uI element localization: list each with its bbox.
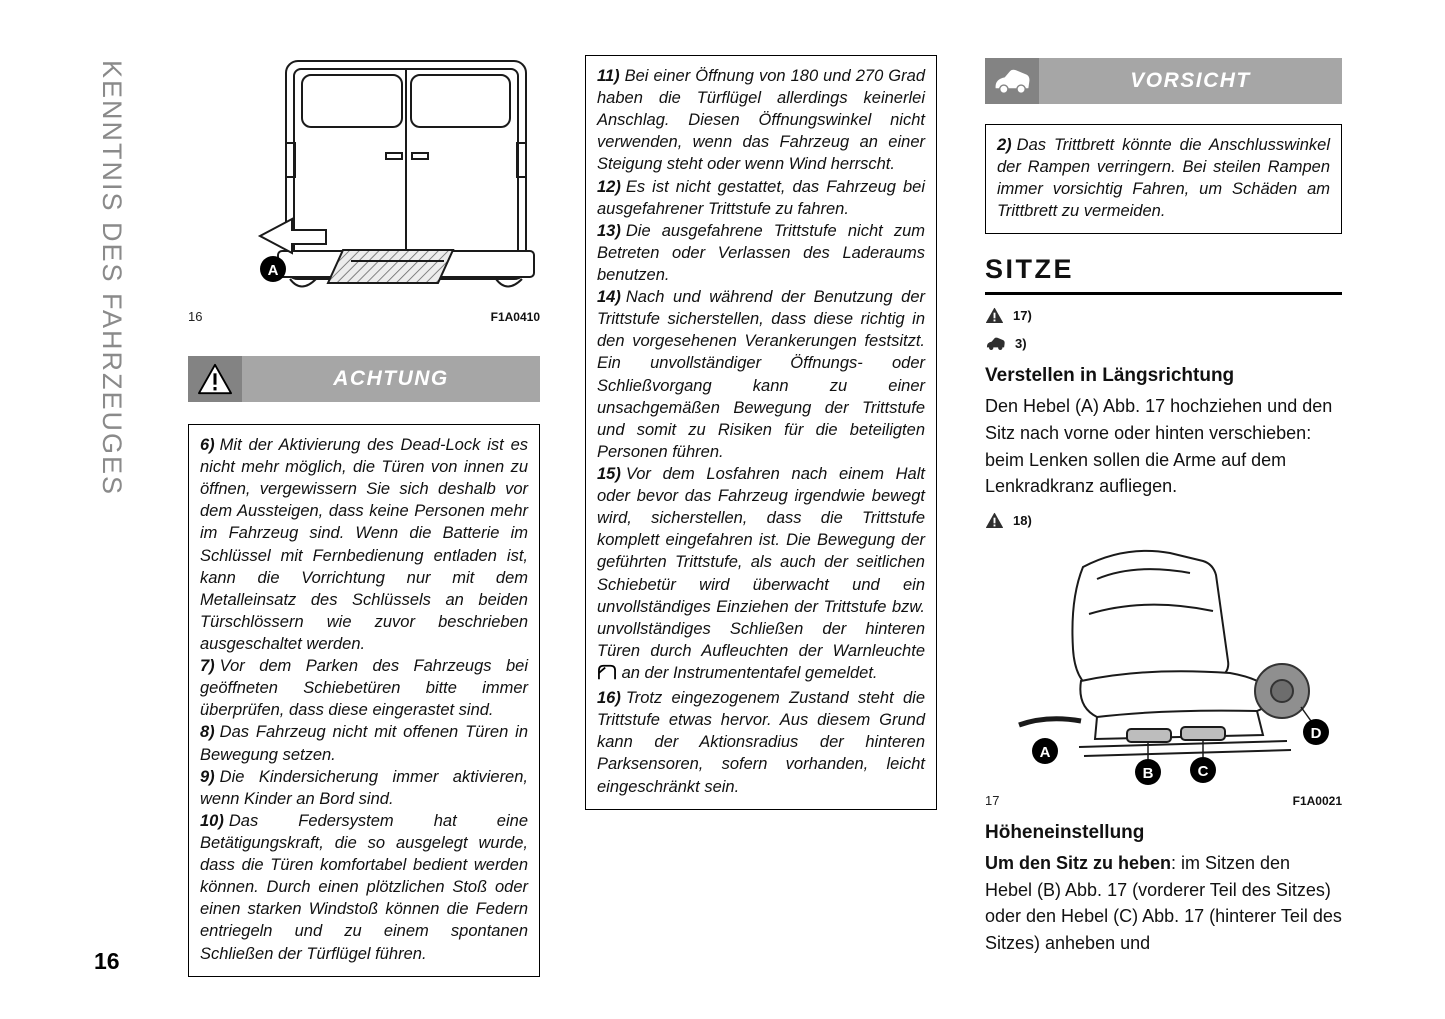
marker-B (1135, 759, 1161, 785)
verstellen-text: Den Hebel (A) Abb. 17 hochziehen und den Sitz nach vorne oder hinten verschieben: beim Lenken sollen die Arme auf dem Lenkradkranz aufliegen. (985, 396, 1333, 497)
caution-reference-3: 3) (985, 336, 1342, 351)
figure-code: F1A0410 (490, 310, 540, 324)
subheading-hoeheneinstellung: Höheneinstellung (985, 821, 1145, 843)
caution-item-2: 2) Das Trittbrett könnte die Anschlusswinkel der Rampen verringern. Bei steilen Rampen immer vorsichtig Fahren, um Schäden am Trittbrett zu vermeiden. (997, 136, 1330, 221)
marker-A (260, 256, 286, 282)
achtung-header (188, 356, 540, 402)
figure-17-seat-adjustment (985, 539, 1342, 808)
warning-item-7: 7) Vor dem Parken des Fahrzeugs bei geöffneten Schiebetüren bitte immer überprüfen, dass diese eingerastet sind. (200, 657, 528, 720)
warning-item-14: 14) Nach und während der Benutzung der Trittstufe sicherstellen, dass diese richtig in den vorgesehenen Verankerungen festsitzt. Ein unvollständiger Öffnungs- oder Schließvorgang kann zu einer unsachgemäßen Bewegung der Trittstufe und somit zu Risiken für die beteiligten Personen führen. (597, 288, 925, 461)
warning-item-6: 6) Mit der Aktivierung des Dead-Lock ist es nicht mehr möglich, die Türen von innen zu öffnen, vergewissern Sie sich deshalb vor dem Aussteigen, dass keine Personen mehr im Fahrzeug sind. Wenn die Batterie im Schlüssel mit Fernbedienung entladen ist, kann die Vorrichtung nur mit dem Metalleinsatz des Schlüssels an beiden Türschlössern wie zuvor beschrieben ausgeschaltet werden. (200, 436, 528, 653)
caution-box-item-2 (985, 124, 1342, 234)
warning-item-16: 16) Trotz eingezogenem Zustand steht die Trittstufe etwas hervor. Aus diesem Grund kann der Aktionsradius der hinteren Parksensoren, sofern vorhanden, leicht eingeschränkt sein. (597, 689, 925, 796)
column-2 (585, 55, 937, 810)
section-heading-sitze: SITZE (985, 254, 1342, 295)
figure-number: 17 (985, 792, 1000, 808)
warning-box-items-11-16 (585, 55, 937, 810)
column-3 (985, 58, 1342, 956)
warning-triangle-small-icon (985, 512, 1004, 529)
vorsicht-header (985, 58, 1342, 104)
warning-reference-17: 17) (985, 307, 1342, 324)
figure-16-caption (188, 309, 540, 324)
warning-item-12: 12) Es ist nicht gestattet, das Fahrzeug bei ausgefahrener Trittstufe zu fahren. (597, 177, 925, 218)
seat-adjustment-illustration (985, 539, 1342, 789)
door-open-warning-icon (597, 664, 617, 687)
warning-item-15: 15) Vor dem Losfahren nach einem Halt oder bevor das Fahrzeug irgendwie bewegt wird, sicherstellen, dass die Trittstufe komplett eingefahren ist. Die Bewegung der geführten Trittstufe, als auch der seitlichen Schiebetür wird überwacht und ein unvollständiges Einziehen der Trittstufe bzw. unvollständiges Schließen der hinteren Türen durch Aufleuchten der Warnleuchte an der Instrumententafel gemeldet. (597, 463, 925, 687)
chapter-title-vertical: KENNTNIS DES FAHRZEUGES (97, 60, 127, 497)
svg-text:C: C (1197, 762, 1209, 780)
warning-triangle-small-icon (985, 307, 1004, 324)
warning-item-8: 8) Das Fahrzeug nicht mit offenen Türen in Bewegung setzen. (200, 723, 528, 764)
van-rear-step-illustration (188, 55, 540, 305)
svg-text:A: A (267, 262, 279, 279)
lead-bold: Um den Sitz zu heben (985, 852, 1172, 873)
page-number: 16 (94, 948, 120, 974)
figure-code: F1A0021 (1292, 793, 1342, 808)
svg-text:B: B (1142, 764, 1154, 782)
figure-17-caption (985, 793, 1342, 808)
warning-item-9: 9) Die Kindersicherung immer aktivieren, wenn Kinder an Bord sind. (200, 767, 528, 808)
figure-16-van-rear-step (188, 55, 540, 324)
caution-vehicle-icon (985, 58, 1039, 104)
column-1 (188, 55, 540, 977)
warning-box-items-6-10 (188, 424, 540, 977)
svg-text:D: D (1310, 724, 1322, 742)
marker-D (1303, 719, 1329, 745)
caution-small-icon (985, 336, 1006, 351)
marker-C (1190, 757, 1216, 783)
warning-triangle-icon (188, 356, 242, 402)
hoeheneinstellung-text: Um den Sitz zu heben: im Sitzen den Hebel (B) Abb. 17 (vorderer Teil des Sitzes) oder den Hebel (C) Abb. 17 (hinterer Teil des Sitzes) anheben und (985, 852, 1342, 953)
marker-A (1032, 738, 1058, 764)
achtung-title: ACHTUNG (242, 356, 540, 402)
warning-item-11: 11) Bei einer Öffnung von 180 und 270 Grad haben die Türflügel allerdings keinerlei Anschlag. Diesen Öffnungswinkel nicht verwenden, wenn das Fahrzeug an einer Steigung steht oder wenn Wind herrscht. (597, 67, 925, 174)
vorsicht-title: VORSICHT (1039, 58, 1342, 104)
warning-item-13: 13) Die ausgefahrene Trittstufe nicht zum Betreten oder Verlassen des Laderaums benutzen. (597, 221, 925, 284)
figure-number: 16 (188, 309, 203, 324)
warning-reference-18: 18) (985, 512, 1342, 529)
svg-text:A: A (1039, 743, 1051, 761)
warning-item-10: 10) Das Federsystem hat eine Betätigungskraft, die so ausgelegt wurde, dass die Türen komfortabel bedient werden können. Durch einen plötzlichen Stoß oder einen starken Windstoß können die Federn entriegeln und zu einem spontanen Schließen der Türflügel führen. (200, 811, 528, 963)
subheading-verstellen: Verstellen in Längsrichtung (985, 365, 1235, 387)
